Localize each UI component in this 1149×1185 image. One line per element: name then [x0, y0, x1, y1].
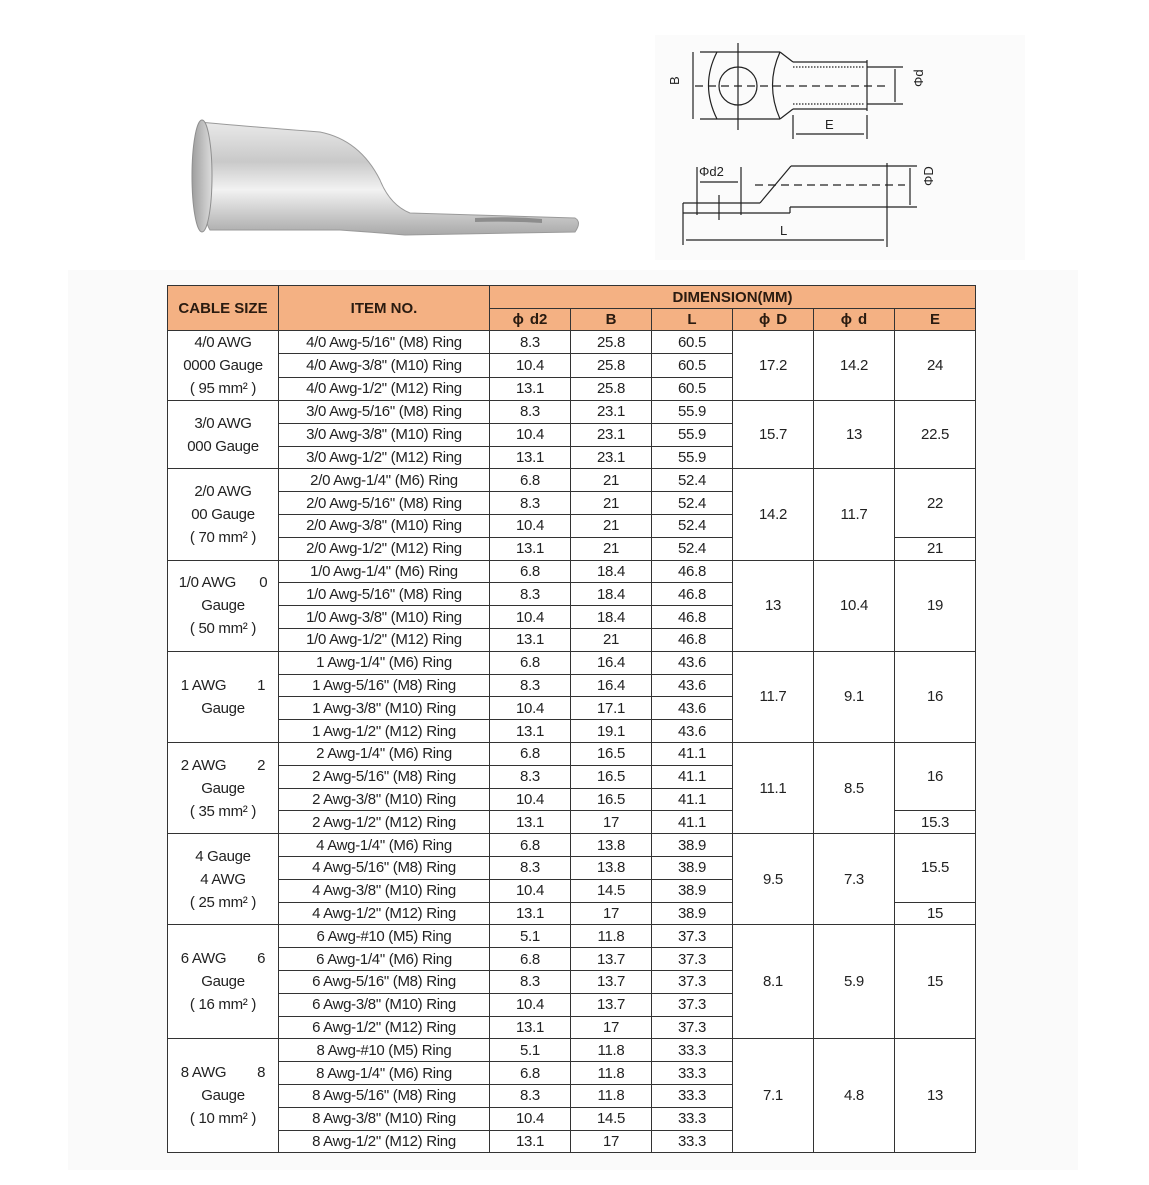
l-cell: 52.4 [652, 514, 733, 537]
b-cell: 18.4 [571, 560, 652, 583]
table-row [168, 834, 976, 857]
l-cell: 43.6 [652, 674, 733, 697]
outer-diameter-cell: 7.1 [733, 1039, 814, 1153]
outer-diameter-cell: 13 [733, 560, 814, 651]
e-cell: 22 [895, 469, 976, 537]
cable-size-line: ( 25 mm² ) [189, 893, 257, 911]
e-cell: 15.3 [895, 811, 976, 834]
l-cell: 46.8 [652, 606, 733, 629]
header-cable-size: CABLE SIZE [168, 286, 279, 331]
l-cell: 43.6 [652, 720, 733, 743]
phi-symbol: ϕ [758, 311, 771, 328]
b-cell: 18.4 [571, 606, 652, 629]
b-cell: 17 [571, 1130, 652, 1153]
e-cell: 15.5 [895, 834, 976, 902]
l-cell: 46.8 [652, 583, 733, 606]
item-no-cell: 4 Awg-5/16" (M8) Ring [279, 856, 490, 879]
l-cell: 52.4 [652, 492, 733, 515]
b-cell: 19.1 [571, 720, 652, 743]
b-cell: 17 [571, 1016, 652, 1039]
inner-diameter-cell: 7.3 [814, 834, 895, 925]
d2-cell: 8.3 [490, 401, 571, 424]
cable-size-line: ( 70 mm² ) [189, 528, 257, 546]
subheader-label: d [858, 311, 868, 328]
item-no-cell: 4/0 Awg-5/16" (M8) Ring [279, 331, 490, 354]
b-cell: 14.5 [571, 879, 652, 902]
cable-size-line: 4 Gauge [195, 847, 251, 865]
outer-diameter-cell: 11.1 [733, 742, 814, 833]
b-cell: 25.8 [571, 354, 652, 377]
item-no-cell: 8 Awg-#10 (M5) Ring [279, 1039, 490, 1062]
item-no-cell: 4/0 Awg-3/8" (M10) Ring [279, 354, 490, 377]
cable-size-line: Gauge [201, 973, 245, 991]
l-cell: 33.3 [652, 1039, 733, 1062]
d2-cell: 13.1 [490, 811, 571, 834]
cable-size-line: 0000 Gauge [183, 357, 263, 374]
item-no-cell: 4 Awg-1/4" (M6) Ring [279, 834, 490, 857]
d2-cell: 8.3 [490, 1084, 571, 1107]
cable-size-line: Gauge [201, 1087, 245, 1105]
d2-cell: 8.3 [490, 331, 571, 354]
item-no-cell: 1 Awg-5/16" (M8) Ring [279, 674, 490, 697]
label-phi-D: ΦD [921, 166, 936, 186]
b-cell: 13.7 [571, 970, 652, 993]
subheader-label: B [605, 311, 617, 328]
cable-size-line: 1/0 AWG 0 [178, 574, 268, 592]
item-no-cell: 6 Awg-1/2" (M12) Ring [279, 1016, 490, 1039]
item-no-cell: 4 Awg-1/2" (M12) Ring [279, 902, 490, 925]
cable-size-line: ( 16 mm² ) [189, 996, 257, 1014]
outer-diameter-cell: 9.5 [733, 834, 814, 925]
l-cell: 60.5 [652, 354, 733, 377]
l-cell: 38.9 [652, 856, 733, 879]
l-cell: 43.6 [652, 651, 733, 674]
cable-size-line: 1 AWG 1 [180, 676, 266, 694]
d2-cell: 8.3 [490, 970, 571, 993]
e-cell: 24 [895, 331, 976, 401]
d2-cell: 10.4 [490, 788, 571, 811]
d2-cell: 10.4 [490, 1107, 571, 1130]
item-no-cell: 3/0 Awg-3/8" (M10) Ring [279, 423, 490, 446]
l-cell: 55.9 [652, 446, 733, 469]
dimension-diagram [655, 35, 1025, 260]
cable-size-line: 2/0 AWG [194, 482, 252, 500]
b-cell: 16.5 [571, 742, 652, 765]
b-cell: 13.7 [571, 993, 652, 1016]
b-cell: 16.4 [571, 651, 652, 674]
cable-size-cell [168, 925, 279, 1039]
item-no-cell: 6 Awg-3/8" (M10) Ring [279, 993, 490, 1016]
e-cell: 15 [895, 902, 976, 925]
d2-cell: 10.4 [490, 993, 571, 1016]
label-phi-d2: Φd2 [699, 164, 724, 179]
cable-size-line: 4/0 AWG [194, 334, 252, 351]
item-no-cell: 8 Awg-1/2" (M12) Ring [279, 1130, 490, 1153]
table-row [168, 1039, 976, 1062]
item-no-cell: 2/0 Awg-3/8" (M10) Ring [279, 514, 490, 537]
spec-table-body [168, 331, 976, 1153]
l-cell: 37.3 [652, 1016, 733, 1039]
l-cell: 33.3 [652, 1107, 733, 1130]
l-cell: 38.9 [652, 879, 733, 902]
b-cell: 11.8 [571, 1062, 652, 1085]
subheader-d [814, 309, 895, 331]
b-cell: 16.5 [571, 765, 652, 788]
d2-cell: 8.3 [490, 583, 571, 606]
cable-size-cell [168, 560, 279, 651]
b-cell: 14.5 [571, 1107, 652, 1130]
item-no-cell: 2/0 Awg-1/2" (M12) Ring [279, 537, 490, 560]
d2-cell: 8.3 [490, 674, 571, 697]
item-no-cell: 1 Awg-3/8" (M10) Ring [279, 697, 490, 720]
l-cell: 41.1 [652, 788, 733, 811]
cable-size-cell [168, 331, 279, 401]
cable-size-cell [168, 651, 279, 742]
item-no-cell: 1/0 Awg-3/8" (M10) Ring [279, 606, 490, 629]
product-photo [170, 80, 590, 270]
cable-size-cell [168, 469, 279, 560]
e-cell: 13 [895, 1039, 976, 1153]
item-no-cell: 8 Awg-5/16" (M8) Ring [279, 1084, 490, 1107]
d2-cell: 13.1 [490, 446, 571, 469]
l-cell: 52.4 [652, 537, 733, 560]
d2-cell: 13.1 [490, 537, 571, 560]
item-no-cell: 2/0 Awg-1/4" (M6) Ring [279, 469, 490, 492]
b-cell: 17.1 [571, 697, 652, 720]
inner-diameter-cell: 9.1 [814, 651, 895, 742]
cable-size-line: 8 AWG 8 [180, 1064, 266, 1082]
b-cell: 25.8 [571, 331, 652, 354]
cable-size-line: Gauge [201, 699, 245, 717]
spec-table [167, 285, 976, 1153]
b-cell: 21 [571, 537, 652, 560]
d2-cell: 10.4 [490, 423, 571, 446]
item-no-cell: 6 Awg-1/4" (M6) Ring [279, 948, 490, 971]
cable-size-cell [168, 834, 279, 925]
b-cell: 13.8 [571, 856, 652, 879]
l-cell: 37.3 [652, 993, 733, 1016]
subheader-label: D [776, 311, 788, 328]
cable-size-cell [168, 742, 279, 833]
label-B: B [667, 76, 682, 85]
l-cell: 55.9 [652, 423, 733, 446]
d2-cell: 10.4 [490, 697, 571, 720]
inner-diameter-cell: 13 [814, 401, 895, 469]
l-cell: 37.3 [652, 925, 733, 948]
d2-cell: 8.3 [490, 765, 571, 788]
lug-flare [192, 120, 212, 232]
b-cell: 17 [571, 902, 652, 925]
b-cell: 25.8 [571, 377, 652, 400]
l-cell: 43.6 [652, 697, 733, 720]
cable-size-line: ( 35 mm² ) [189, 802, 257, 820]
d2-cell: 13.1 [490, 902, 571, 925]
table-row [168, 925, 976, 948]
l-cell: 41.1 [652, 742, 733, 765]
d2-cell: 6.8 [490, 834, 571, 857]
e-cell: 22.5 [895, 401, 976, 469]
b-cell: 18.4 [571, 583, 652, 606]
b-cell: 21 [571, 492, 652, 515]
b-cell: 23.1 [571, 401, 652, 424]
item-no-cell: 2/0 Awg-5/16" (M8) Ring [279, 492, 490, 515]
l-cell: 60.5 [652, 331, 733, 354]
item-no-cell: 3/0 Awg-1/2" (M12) Ring [279, 446, 490, 469]
subheader-label: L [687, 311, 697, 328]
subheader-label: d2 [529, 311, 548, 328]
l-cell: 46.8 [652, 628, 733, 651]
d2-cell: 13.1 [490, 628, 571, 651]
b-cell: 11.8 [571, 1039, 652, 1062]
b-cell: 11.8 [571, 925, 652, 948]
b-cell: 23.1 [571, 446, 652, 469]
d2-cell: 10.4 [490, 606, 571, 629]
b-cell: 16.4 [571, 674, 652, 697]
header-item-no: ITEM NO. [279, 286, 490, 331]
outer-diameter-cell: 8.1 [733, 925, 814, 1039]
item-no-cell: 2 Awg-3/8" (M10) Ring [279, 788, 490, 811]
inner-diameter-cell: 8.5 [814, 742, 895, 833]
b-cell: 13.7 [571, 948, 652, 971]
d2-cell: 8.3 [490, 492, 571, 515]
l-cell: 33.3 [652, 1062, 733, 1085]
d2-cell: 6.8 [490, 560, 571, 583]
d2-cell: 5.1 [490, 1039, 571, 1062]
b-cell: 17 [571, 811, 652, 834]
header-dimension: DIMENSION(MM) [490, 286, 976, 309]
cable-size-line: Gauge [201, 779, 245, 797]
inner-diameter-cell: 4.8 [814, 1039, 895, 1153]
e-cell: 16 [895, 651, 976, 742]
d2-cell: 10.4 [490, 879, 571, 902]
cable-size-line: 6 AWG 6 [180, 950, 266, 968]
item-no-cell: 2 Awg-1/2" (M12) Ring [279, 811, 490, 834]
l-cell: 38.9 [652, 902, 733, 925]
b-cell: 23.1 [571, 423, 652, 446]
l-cell: 52.4 [652, 469, 733, 492]
l-cell: 41.1 [652, 765, 733, 788]
e-cell: 21 [895, 537, 976, 560]
b-cell: 21 [571, 628, 652, 651]
e-cell: 16 [895, 742, 976, 810]
subheader-e [895, 309, 976, 331]
cable-size-line: Gauge [201, 597, 245, 615]
d2-cell: 6.8 [490, 651, 571, 674]
subheader-d2 [490, 309, 571, 331]
d2-cell: 6.8 [490, 1062, 571, 1085]
inner-diameter-cell: 10.4 [814, 560, 895, 651]
subheader-label: E [930, 311, 941, 328]
d2-cell: 6.8 [490, 742, 571, 765]
subheader-d [733, 309, 814, 331]
item-no-cell: 8 Awg-3/8" (M10) Ring [279, 1107, 490, 1130]
d2-cell: 5.1 [490, 925, 571, 948]
cable-size-line: ( 95 mm² ) [189, 380, 257, 397]
label-L: L [780, 223, 788, 238]
table-row [168, 560, 976, 583]
b-cell: 21 [571, 514, 652, 537]
item-no-cell: 6 Awg-#10 (M5) Ring [279, 925, 490, 948]
item-no-cell: 6 Awg-5/16" (M8) Ring [279, 970, 490, 993]
item-no-cell: 1 Awg-1/4" (M6) Ring [279, 651, 490, 674]
item-no-cell: 1/0 Awg-5/16" (M8) Ring [279, 583, 490, 606]
d2-cell: 13.1 [490, 720, 571, 743]
cable-size-line: 3/0 AWG [194, 414, 252, 432]
d2-cell: 10.4 [490, 354, 571, 377]
d2-cell: 10.4 [490, 514, 571, 537]
l-cell: 55.9 [652, 401, 733, 424]
table-row [168, 651, 976, 674]
phi-symbol: ϕ [512, 311, 524, 328]
table-row [168, 469, 976, 492]
subheader-b [571, 309, 652, 331]
cable-size-cell [168, 401, 279, 469]
outer-diameter-cell: 17.2 [733, 331, 814, 401]
item-no-cell: 3/0 Awg-5/16" (M8) Ring [279, 401, 490, 424]
subheader-l [652, 309, 733, 331]
outer-diameter-cell: 14.2 [733, 469, 814, 560]
table-row [168, 742, 976, 765]
cable-size-line: 000 Gauge [187, 437, 259, 455]
cable-size-cell [168, 1039, 279, 1153]
l-cell: 33.3 [652, 1084, 733, 1107]
d2-cell: 13.1 [490, 1130, 571, 1153]
item-no-cell: 2 Awg-5/16" (M8) Ring [279, 765, 490, 788]
inner-diameter-cell: 14.2 [814, 331, 895, 401]
l-cell: 38.9 [652, 834, 733, 857]
cable-size-line: 2 AWG 2 [180, 756, 266, 774]
e-cell: 19 [895, 560, 976, 651]
l-cell: 33.3 [652, 1130, 733, 1153]
item-no-cell: 1 Awg-1/2" (M12) Ring [279, 720, 490, 743]
d2-cell: 6.8 [490, 948, 571, 971]
cable-size-line: 4 AWG [200, 870, 246, 888]
outer-diameter-cell: 11.7 [733, 651, 814, 742]
cable-size-line: 00 Gauge [191, 505, 255, 523]
label-E: E [825, 117, 834, 132]
l-cell: 41.1 [652, 811, 733, 834]
b-cell: 16.5 [571, 788, 652, 811]
item-no-cell: 4 Awg-3/8" (M10) Ring [279, 879, 490, 902]
item-no-cell: 1/0 Awg-1/2" (M12) Ring [279, 628, 490, 651]
l-cell: 37.3 [652, 948, 733, 971]
label-phi-d: Φd [911, 69, 926, 87]
item-no-cell: 1/0 Awg-1/4" (M6) Ring [279, 560, 490, 583]
inner-diameter-cell: 5.9 [814, 925, 895, 1039]
l-cell: 37.3 [652, 970, 733, 993]
inner-diameter-cell: 11.7 [814, 469, 895, 560]
b-cell: 21 [571, 469, 652, 492]
l-cell: 60.5 [652, 377, 733, 400]
d2-cell: 13.1 [490, 377, 571, 400]
cable-size-line: ( 50 mm² ) [189, 620, 257, 638]
phi-symbol: ϕ [840, 311, 853, 328]
e-cell: 15 [895, 925, 976, 1039]
d2-cell: 8.3 [490, 856, 571, 879]
table-row [168, 331, 976, 354]
d2-cell: 6.8 [490, 469, 571, 492]
b-cell: 11.8 [571, 1084, 652, 1107]
table-row [168, 401, 976, 424]
l-cell: 46.8 [652, 560, 733, 583]
item-no-cell: 4/0 Awg-1/2" (M12) Ring [279, 377, 490, 400]
d2-cell: 13.1 [490, 1016, 571, 1039]
item-no-cell: 2 Awg-1/4" (M6) Ring [279, 742, 490, 765]
outer-diameter-cell: 15.7 [733, 401, 814, 469]
b-cell: 13.8 [571, 834, 652, 857]
cable-size-line: ( 10 mm² ) [189, 1110, 257, 1128]
item-no-cell: 8 Awg-1/4" (M6) Ring [279, 1062, 490, 1085]
